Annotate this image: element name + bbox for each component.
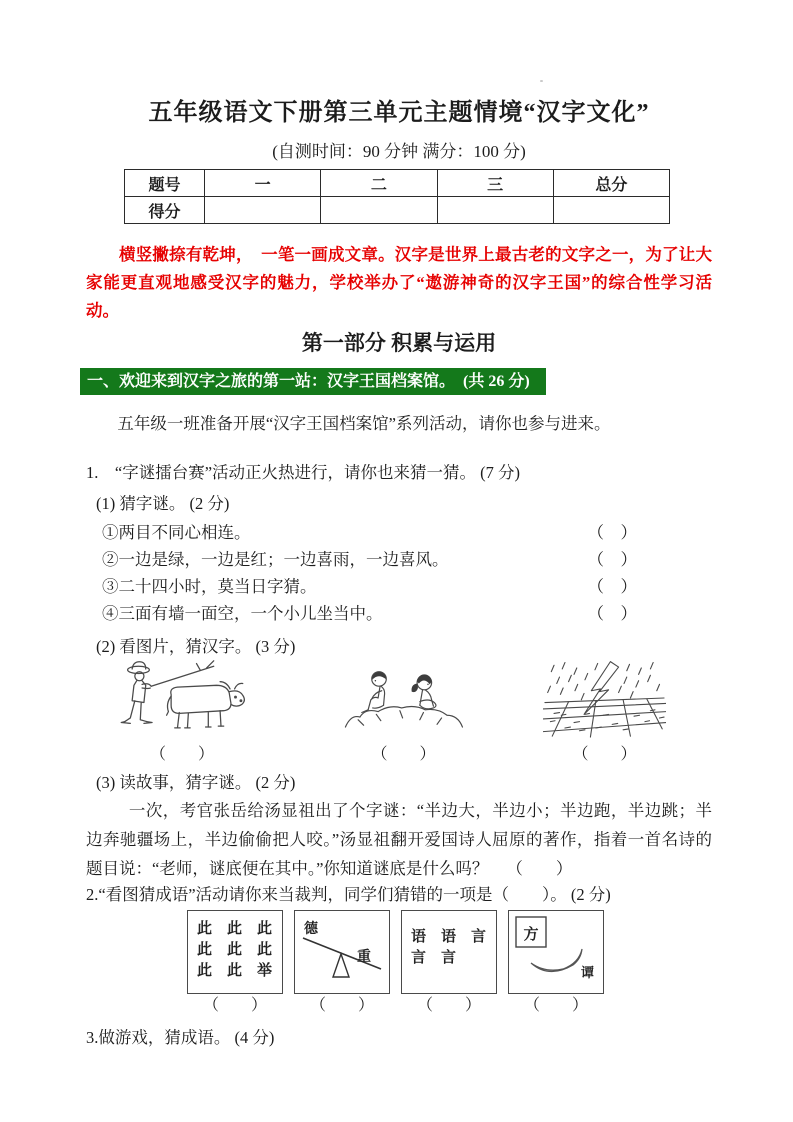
puzzle-grid-line: 此 此 举	[197, 963, 273, 979]
riddle-text: ③二十四小时，莫当日字猜。	[102, 577, 317, 596]
page-title: 五年级语文下册第三单元主题情境“汉字文化”	[148, 100, 650, 126]
puzzle-grid-line: 此 此 此	[197, 942, 273, 958]
page-content	[86, 0, 712, 1049]
riddle-list	[86, 519, 712, 627]
picture-riddle-row	[86, 658, 712, 765]
answer-blank: （ ）	[371, 746, 436, 763]
section-lead-paragraph: 五年级一班准备开展“汉字王国档案馆”系列活动，请你也参与进来。	[117, 414, 611, 433]
puzzle-grid-line: 语 语 言	[411, 929, 487, 945]
idiom-puzzle-square-moon	[508, 910, 604, 994]
farmer-herding-ox-illustration	[114, 658, 250, 738]
seesaw-illustration	[295, 911, 388, 992]
riddle-text: ①两目不同心相连。	[102, 523, 251, 542]
question-1-sub3-label: (3) 读故事，猜字谜。 (2 分)	[96, 773, 296, 792]
riddle-item-2	[86, 546, 712, 573]
answer-blank: （ ）	[492, 885, 551, 904]
answer-blank: （ ）	[523, 997, 588, 1014]
story-text: 一次，考官张岳给汤显祖出了个字谜：“半边大，半边小；半边跑，半边跳；半边奔驰疆场上，半边偷偷把人咬。”汤显祖翻开爱国诗人屈原的著作，指着一首名诗的题目说：“老师，谜底便在其中。”你知道谜底是什么吗？	[86, 801, 712, 878]
answer-blank: （ ）	[587, 523, 637, 542]
puzzle-grid-line: 言 言	[411, 950, 457, 966]
answer-blank: （ ）	[572, 746, 637, 763]
idiom-puzzle-seesaw	[294, 910, 390, 994]
square-and-moon-illustration	[509, 911, 602, 992]
crescent-moon-icon	[531, 949, 582, 972]
score-table-score-row	[125, 197, 670, 224]
part-one-heading: 第一部分 积累与运用	[301, 331, 497, 355]
score-table-col-total: 总分	[553, 170, 669, 197]
answer-blank: （ ）	[587, 550, 637, 569]
question-2-stem	[86, 883, 712, 906]
seesaw-high-char: 德	[304, 922, 318, 937]
section-one-banner: 一、欢迎来到汉字之旅的第一站：汉字王国档案馆。 (共 26 分)	[80, 368, 546, 395]
score-cell-empty	[321, 197, 437, 224]
answer-blank: （ ）	[202, 997, 267, 1014]
square-char: 方	[523, 927, 539, 943]
two-children-sitting-on-rock-illustration	[340, 658, 467, 738]
idiom-puzzle-ci-grid	[187, 910, 283, 994]
page-subtitle: (自测时间：90 分钟 满分：100 分)	[272, 142, 526, 161]
rain-and-lightning-over-fields-illustration	[543, 658, 666, 738]
riddle-text: ④三面有墙一面空，一个小儿坐当中。	[102, 604, 383, 623]
score-table-label-score: 得分	[125, 197, 205, 224]
score-table-col-2: 二	[321, 170, 437, 197]
seesaw-low-char: 重	[357, 950, 371, 965]
riddle-item-1	[86, 519, 712, 546]
riddle-item-4	[86, 600, 712, 627]
score-cell-empty	[205, 197, 321, 224]
score-table	[124, 169, 670, 224]
answer-blank: （ ）	[149, 746, 214, 763]
question-2-points: 。 (2 分)	[550, 885, 611, 904]
riddle-item-3	[86, 573, 712, 600]
score-cell-empty	[437, 197, 553, 224]
idiom-puzzle-yan-yu-grid	[401, 910, 497, 994]
puzzle-grid-line: 此 此 此	[197, 921, 273, 937]
idiom-puzzle-blank-row	[187, 996, 712, 1016]
score-table-label-question-number: 题号	[125, 170, 205, 197]
question-1-stem: 1. “字谜擂台赛”活动正火热进行，请你也来猜一猜。 (7 分)	[86, 463, 521, 482]
question-1-sub2-label: (2) 看图片，猜汉字。 (3 分)	[96, 637, 296, 656]
question-2-text: 2.“看图猜成语”活动请你来当裁判，同学们猜错的一项是	[86, 885, 493, 904]
intro-paragraph: 横竖撇捺有乾坤， 一笔一画成文章。汉字是世界上最古老的文字之一，为了让大家能更直观地感受汉字的魅力，学校举办了“遨游神奇的汉字王国”的综合性学习活动。	[86, 245, 712, 320]
idiom-puzzle-row	[187, 910, 712, 994]
answer-blank: （ ）	[587, 604, 637, 623]
corner-char: 谭	[581, 965, 595, 980]
question-1-sub1-label: (1) 猜字谜。 (2 分)	[96, 494, 230, 513]
score-table-header-row	[125, 170, 670, 197]
score-table-col-1: 一	[205, 170, 321, 197]
answer-blank: （ ）	[416, 997, 481, 1014]
picture-riddle-3	[543, 658, 666, 765]
answer-blank: （ ）	[506, 859, 573, 878]
story-paragraph	[86, 796, 712, 883]
question-3-stem: 3.做游戏，猜成语。 (4 分)	[86, 1028, 275, 1047]
picture-riddle-1	[114, 658, 250, 765]
riddle-text: ②一边是绿，一边是红；一边喜雨，一边喜风。	[102, 550, 449, 569]
score-table-col-3: 三	[437, 170, 553, 197]
answer-blank: （ ）	[309, 997, 374, 1014]
picture-riddle-2	[340, 658, 467, 765]
answer-blank: （ ）	[587, 577, 637, 596]
score-cell-empty	[553, 197, 669, 224]
